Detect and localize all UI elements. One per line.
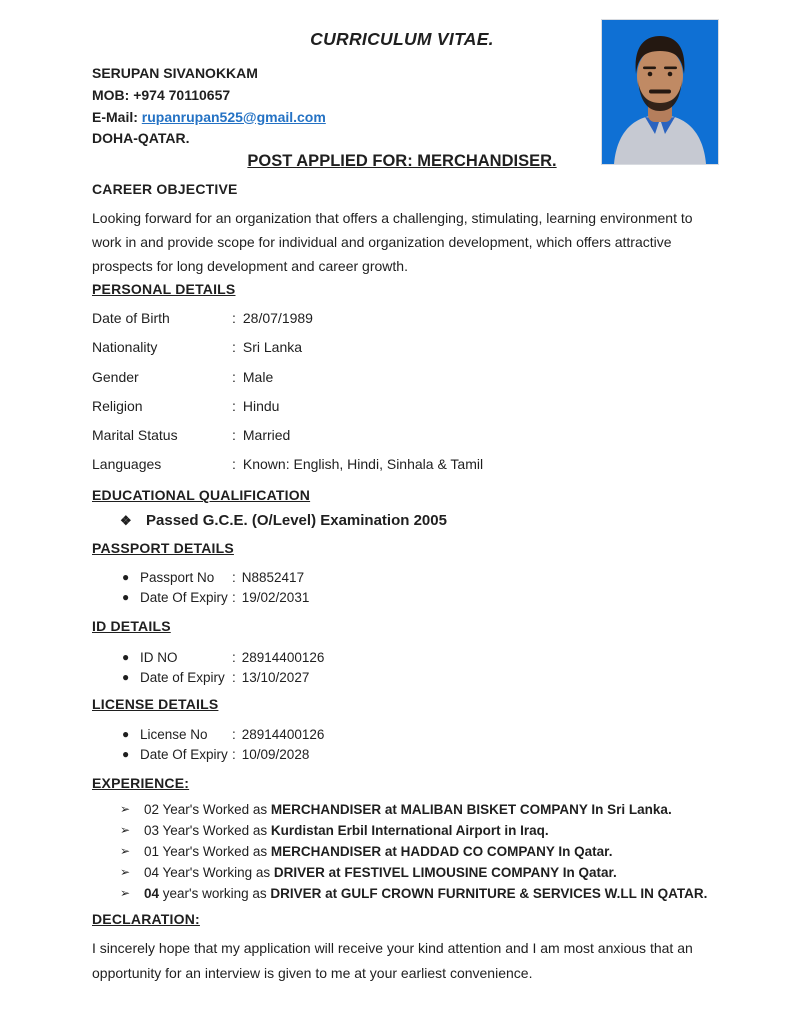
row-value: Married	[242, 427, 291, 443]
email-line	[92, 107, 712, 129]
row-value: Sri Lanka	[242, 339, 303, 356]
experience-item	[120, 820, 712, 841]
experience-text	[144, 820, 549, 841]
row-label: Date of Birth	[92, 310, 170, 327]
mobile-number: MOB: +974 70110657	[92, 86, 231, 103]
colon-separator: :	[232, 649, 236, 665]
experience-prefix: 03 Year's Worked as	[144, 822, 271, 838]
personal-row-date-of-birth	[92, 304, 712, 333]
contact-block	[92, 63, 712, 150]
heading-declaration: DECLARATION:	[92, 910, 200, 927]
experience-item	[120, 883, 712, 904]
row-value: N8852417	[241, 570, 305, 586]
heading-id-details: ID DETAILS	[92, 617, 171, 634]
row-label: Marital Status	[92, 427, 178, 443]
experience-item	[120, 862, 712, 883]
arrow-bullet-icon: ➢	[120, 885, 131, 900]
colon-separator: :	[232, 456, 236, 473]
row-value: 10/09/2028	[241, 746, 310, 762]
bullet-icon: ●	[122, 649, 130, 664]
arrow-bullet-icon: ➢	[120, 801, 131, 816]
colon-separator: :	[232, 746, 236, 762]
heading-educational-qualification: EDUCATIONAL QUALIFICATION	[92, 487, 311, 504]
colon-separator: :	[232, 368, 236, 385]
experience-prefix: 02 Year's Worked as	[144, 801, 271, 817]
personal-row-nationality	[92, 333, 712, 362]
row-value: Hindu	[242, 397, 280, 414]
candidate-name: SERUPAN SIVANOKKAM	[92, 65, 258, 81]
diamond-bullet-icon: ❖	[120, 513, 132, 529]
id-row-expiry	[122, 668, 712, 688]
colon-separator: :	[232, 727, 236, 743]
bullet-icon: ●	[122, 570, 130, 585]
row-label: Date of Expiry	[140, 669, 225, 685]
row-label: Date Of Expiry	[140, 590, 228, 606]
experience-text	[144, 799, 672, 820]
email-label: E-Mail:	[92, 108, 142, 125]
experience-text	[144, 862, 617, 883]
row-label: Passport No	[140, 570, 215, 586]
experience-list	[92, 799, 712, 904]
license-row-expiry	[122, 745, 712, 765]
declaration-text: I sincerely hope that my application will receive your kind attention and I am most anxious that an opportunity for an interview is given to me at your earliest convenience.	[92, 939, 693, 981]
personal-details-list	[92, 304, 712, 479]
bullet-icon: ●	[122, 746, 130, 761]
bullet-icon: ●	[122, 590, 130, 605]
experience-text	[144, 841, 612, 862]
colon-separator: :	[232, 339, 236, 356]
colon-separator: :	[232, 397, 236, 414]
arrow-bullet-icon: ➢	[120, 822, 131, 837]
row-value: Male	[242, 368, 274, 385]
heading-career-objective: CAREER OBJECTIVE	[92, 181, 238, 198]
experience-bold-text: Kurdistan Erbil International Airport in Iraq.	[270, 822, 549, 838]
colon-separator: :	[232, 427, 236, 443]
email-link[interactable]: rupanrupan525@gmail.com	[141, 108, 326, 125]
license-row-number	[122, 725, 712, 745]
row-label: ID NO	[140, 649, 178, 665]
row-value: 13/10/2027	[241, 669, 310, 685]
colon-separator: :	[232, 669, 236, 685]
id-row-number	[122, 648, 712, 668]
post-applied-for: POST APPLIED FOR: MERCHANDISER.	[247, 152, 557, 171]
personal-row-gender	[92, 363, 712, 392]
license-details-list	[92, 725, 712, 764]
experience-prefix: 04 Year's Working as	[144, 864, 274, 880]
colon-separator: :	[232, 310, 236, 327]
page-title: CURRICULUM VITAE.	[310, 29, 494, 49]
row-value: 28914400126	[241, 649, 325, 665]
experience-prefix: 01 Year's Worked as	[144, 843, 271, 859]
row-label: Date Of Expiry	[140, 746, 228, 762]
document-body	[92, 0, 712, 986]
bullet-icon: ●	[122, 727, 130, 742]
row-label: Nationality	[92, 339, 158, 356]
heading-personal-details: PERSONAL DETAILS	[92, 281, 236, 298]
arrow-bullet-icon: ➢	[120, 864, 131, 879]
passport-row-expiry	[122, 588, 712, 608]
experience-bold-prefix: 04	[144, 885, 160, 901]
experience-bold-text: MERCHANDISER at HADDAD CO COMPANY In Qatar.	[270, 843, 613, 859]
colon-separator: :	[232, 570, 236, 586]
id-details-list	[92, 648, 712, 687]
row-label: Gender	[92, 368, 139, 385]
experience-item	[120, 841, 712, 862]
experience-item	[120, 799, 712, 820]
experience-prefix: year's working as	[159, 885, 271, 901]
location: DOHA-QATAR.	[92, 130, 190, 147]
row-value: 19/02/2031	[241, 590, 310, 606]
row-label: License No	[140, 727, 208, 743]
career-objective-text: Looking forward for an organization that offers a challenging, stimulating, learning environment to work in and provide scope for individual and organization development, which offers attractive prospects for long development and career growth.	[92, 210, 693, 275]
education-item	[120, 511, 712, 531]
row-label: Languages	[92, 456, 162, 473]
experience-bold-text: DRIVER at FESTIVEL LIMOUSINE COMPANY In Qatar.	[273, 864, 617, 880]
row-label: Religion	[92, 397, 143, 414]
experience-bold-text: MERCHANDISER at MALIBAN BISKET COMPANY In Sri Lanka.	[270, 801, 672, 817]
personal-row-languages	[92, 450, 712, 479]
row-value: 28914400126	[241, 727, 325, 743]
experience-bold-text: DRIVER at GULF CROWN FURNITURE & SERVICES W.LL IN QATAR.	[270, 885, 708, 901]
passport-row-number	[122, 568, 712, 588]
education-text: Passed G.C.E. (O/Level) Examination 2005	[146, 512, 447, 530]
arrow-bullet-icon: ➢	[120, 843, 131, 858]
heading-experience: EXPERIENCE:	[92, 774, 190, 791]
heading-license-details: LICENSE DETAILS	[92, 696, 219, 713]
row-value: 28/07/1989	[242, 310, 313, 327]
personal-row-religion	[92, 392, 712, 421]
personal-row-marital-status	[92, 421, 712, 450]
bullet-icon: ●	[122, 669, 130, 684]
colon-separator: :	[232, 590, 236, 606]
passport-details-list	[92, 568, 712, 607]
heading-passport-details: PASSPORT DETAILS	[92, 540, 234, 557]
row-value: Known: English, Hindi, Sinhala & Tamil	[242, 456, 484, 473]
experience-text	[144, 883, 707, 904]
